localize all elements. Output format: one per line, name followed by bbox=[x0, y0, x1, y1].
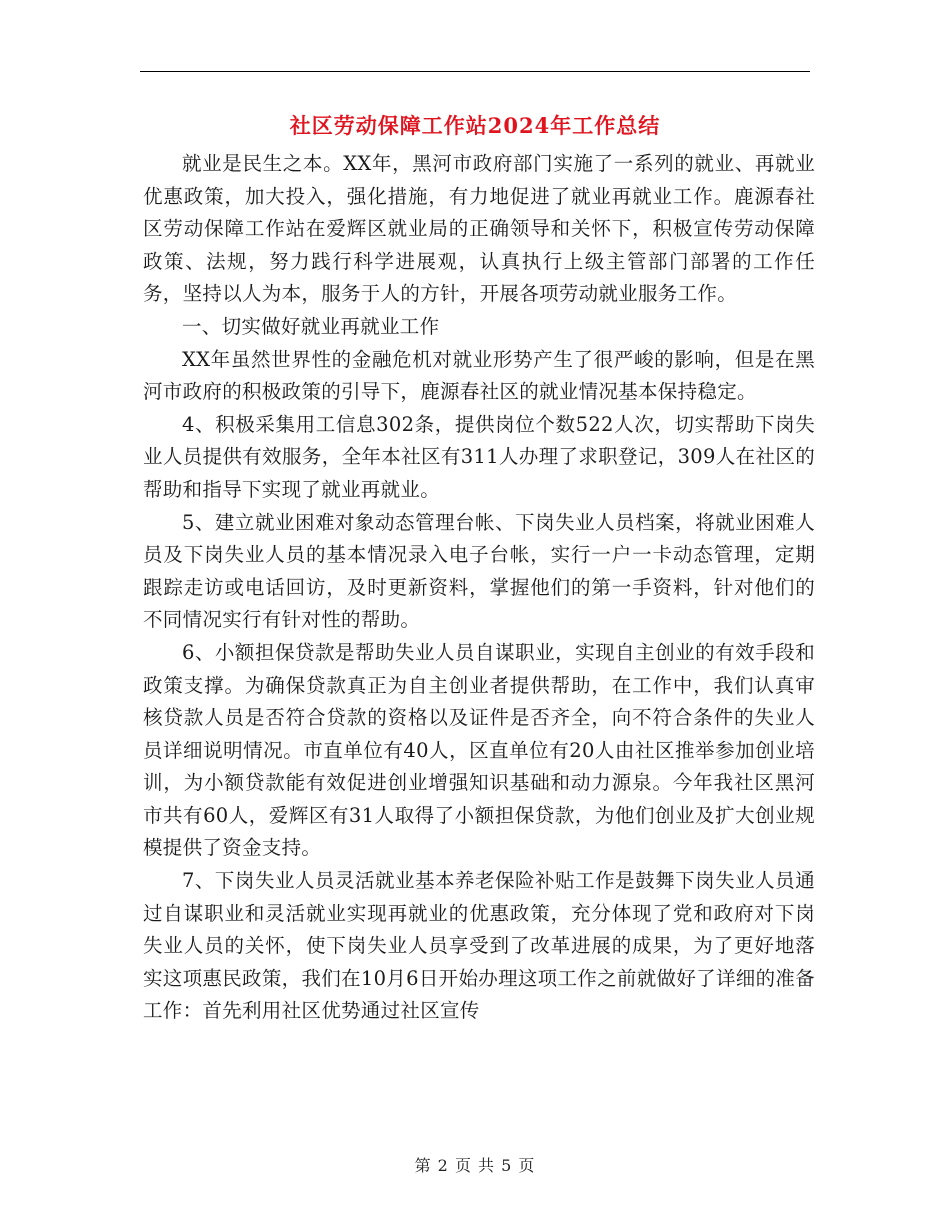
section-heading: 一、切实做好就业再就业工作 bbox=[182, 314, 440, 338]
paragraph-overview: XX年虽然世界性的金融危机对就业形势产生了很严峻的影响，但是在黑河市政府的积极政策的引导下，鹿源春社区的就业情况基本保持稳定。 bbox=[143, 347, 815, 404]
paragraph-item-6: 6、小额担保贷款是帮助失业人员自谋职业，实现自主创业的有效手段和政策支撑。为确保贷款真正为自主创业者提供帮助，在工作中，我们认真审核贷款人员是否符合贷款的资格以及证件是否齐全，向不符合条件的失业人员详细说明情况。市直单位有40人，区直单位有20人由社区推举参加创业培训，为小额贷款能有效促进创业增强知识基础和动力源泉。今年我社区黑河市共有60人，爱辉区有31人取得了小额担保贷款，为他们创业及扩大创业规模提供了资金支持。 bbox=[143, 640, 815, 860]
document-body bbox=[143, 148, 815, 1028]
document-title: 社区劳动保障工作站2024年工作总结 bbox=[289, 113, 661, 138]
header-rule bbox=[140, 71, 810, 72]
paragraph-item-7: 7、下岗失业人员灵活就业基本养老保险补贴工作是鼓舞下岗失业人员通过自谋职业和灵活就业实现再就业的优惠政策，充分体现了党和政府对下岗失业人员的关怀，使下岗失业人员享受到了改革进展的成果，为了更好地落实这项惠民政策，我们在10月6日开始办理这项工作之前就做好了详细的准备工作：首先利用社区优势通过社区宣传 bbox=[143, 869, 815, 1023]
paragraph-item-4: 4、积极采集用工信息302条，提供岗位个数522人次，切实帮助下岗失业人员提供有效服务，全年本社区有311人办理了求职登记，309人在社区的帮助和指导下实现了就业再就业。 bbox=[143, 412, 815, 501]
paragraph-item-5: 5、建立就业困难对象动态管理台帐、下岗失业人员档案，将就业困难人员及下岗失业人员的基本情况录入电子台帐，实行一户一卡动态管理，定期跟踪走访或电话回访，及时更新资料，掌握他们的第一手资料，针对他们的不同情况实行有针对性的帮助。 bbox=[143, 510, 815, 632]
paragraph-intro: 就业是民生之本。XX年，黑河市政府部门实施了一系列的就业、再就业优惠政策，加大投入，强化措施，有力地促进了就业再就业工作。鹿源春社区劳动保障工作站在爱辉区就业局的正确领导和关怀下，积极宣传劳动保障政策、法规，努力践行科学进展观，认真执行上级主管部门部署的工作任务，坚持以人为本，服务于人的方针，开展各项劳动就业服务工作。 bbox=[143, 152, 815, 306]
page-number: 第 2 页 共 5 页 bbox=[414, 1156, 536, 1175]
